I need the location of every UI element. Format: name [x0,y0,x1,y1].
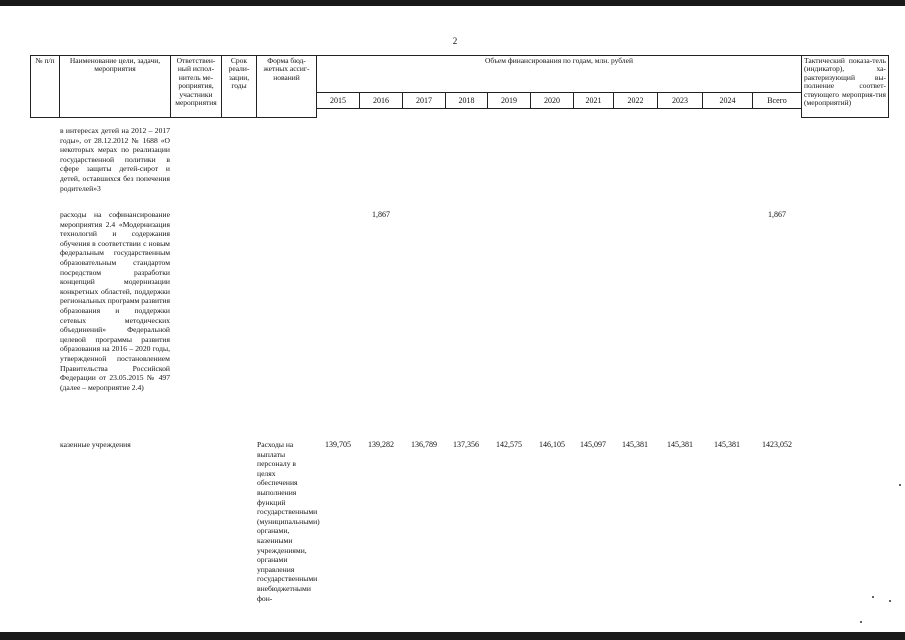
year-2018: 2018 [445,92,488,109]
bottom-border [0,632,905,640]
row-1-name: в интересах детей на 2012 – 2017 годы», от 28.12.2012 № 1688 «О некоторых мерах по реализации государственной политики в сфере защиты детей-сирот и детей, оставшихся без попечения родителей»3 [60,126,170,193]
header-funding: Объем финансирования по годам, млн. рублей [316,55,802,93]
row-3-value-total: 1423,052 [762,440,792,449]
row-3-name: казенные учреждения [60,440,131,449]
year-total: Всего [752,92,802,109]
row-3-value-2023: 145,381 [667,440,693,449]
year-2024: 2024 [702,92,753,109]
year-2019: 2019 [487,92,531,109]
header-term: Срок реали-зации, годы [221,55,257,118]
year-2016: 2016 [359,92,403,109]
scan-speck [860,621,862,623]
row-3-value-2016: 139,282 [368,440,394,449]
row-3-value-2017: 136,789 [411,440,437,449]
header-indicator: Тактический показа-тель (индикатор), ха-рактеризующий вы-полнение соответ-ствующего мероприя-тия (мероприятий) [801,55,889,118]
year-2015: 2015 [316,92,360,109]
row-2-value-total: 1,867 [768,210,786,219]
year-2020: 2020 [530,92,574,109]
top-border [0,0,905,6]
row-3-form: Расходы на выплаты персоналу в целях обеспечения выполнения функций государственными (муниципальными) органами, казенными учреждениями, органами управления государственными внебюджетными фон- [257,440,320,603]
year-2017: 2017 [402,92,446,109]
row-3-value-2019: 142,575 [496,440,522,449]
header-form: Форма бюд-жетных ассиг-нований [256,55,317,118]
header-responsible: Ответствен-ный испол-нитель ме-роприятия, участники мероприятия [170,55,222,118]
row-3-value-2021: 145,097 [580,440,606,449]
row-3-value-2022: 145,381 [622,440,648,449]
row-3-value-2018: 137,356 [453,440,479,449]
row-3-value-2015: 139,705 [325,440,351,449]
year-2021: 2021 [573,92,614,109]
row-3-value-2024: 145,381 [714,440,740,449]
year-2023: 2023 [657,92,703,109]
scan-speck [872,596,874,598]
row-2-value-2016: 1,867 [372,210,390,219]
row-3-value-2020: 146,105 [539,440,565,449]
page-number: 2 [452,36,458,46]
scan-speck [889,600,891,602]
row-2-name: расходы на софинансирование мероприятия 2.4 «Модернизация технологий и содержания обучения в соответствии с новым федеральным государственным образовательным стандартом посредством разработки концепций модернизации конкретных областей, поддержки региональных программ развития образования и поддержки сетевых методических объединений» Федеральной целевой программы развития образования на 2016 – 2020 годы, утвержденной постановлением Правительства Российской Федерации от 23.05.2015 № 497 (далее – мероприятие 2.4) [60,210,170,392]
header-name: Наименование цели, задачи, мероприятия [59,55,171,118]
header-num: № п/п [30,55,60,118]
year-2022: 2022 [613,92,658,109]
scan-speck [899,484,901,486]
